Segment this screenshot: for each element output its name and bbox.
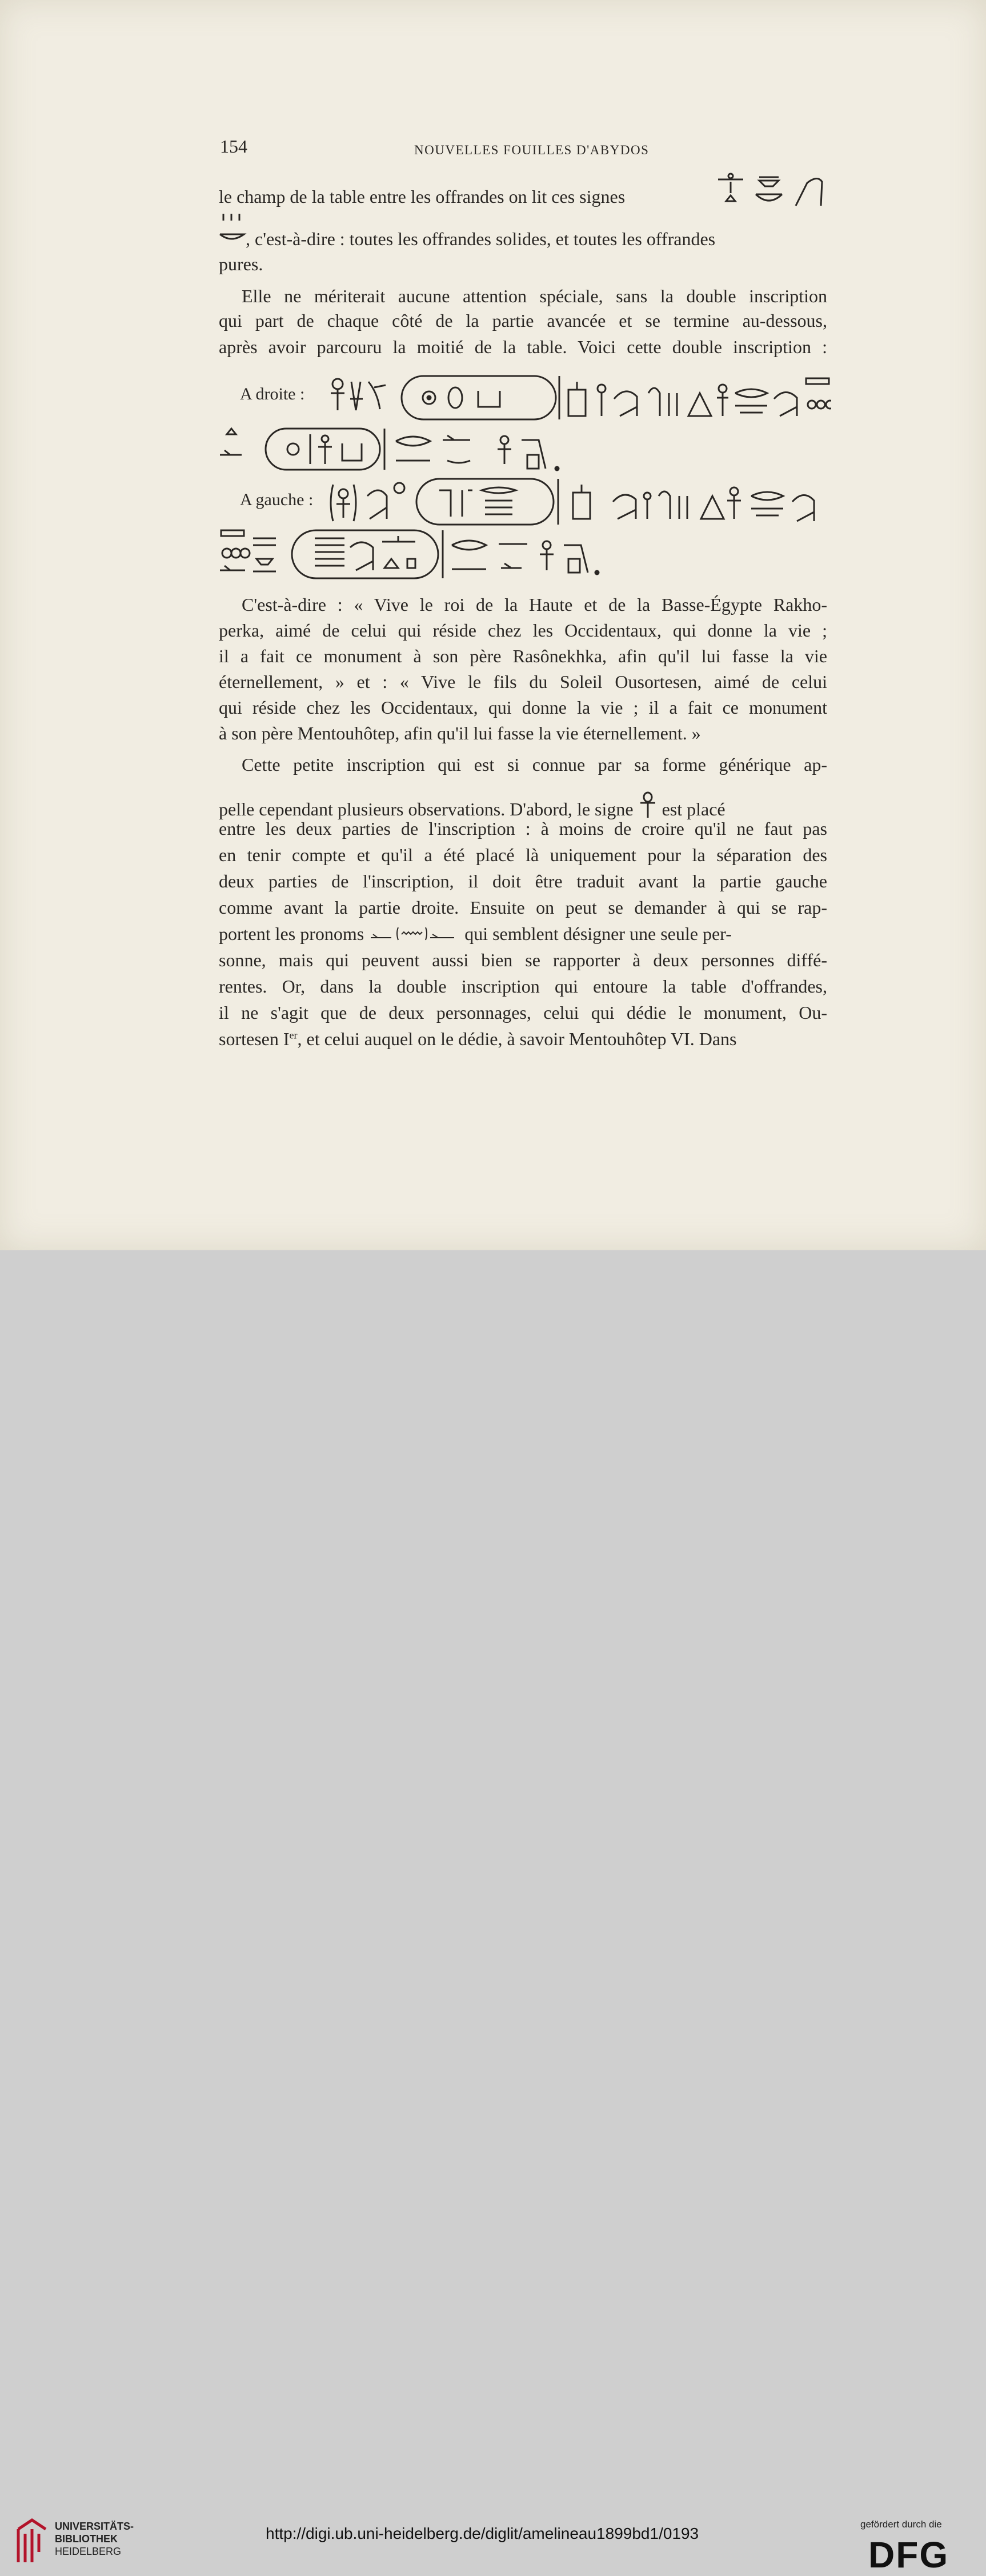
text-line: comme avant la partie droite. Ensuite on peut se demander à qui se rap- xyxy=(219,897,827,918)
dfg-logo: DFG xyxy=(868,2534,949,2575)
hieroglyph-pronouns xyxy=(368,925,460,942)
ub-heidelberg-logo-icon xyxy=(13,2518,49,2566)
text-span: , et celui auquel on le dédie, à savoir Mentouhôtep VI. Dans xyxy=(297,1029,737,1049)
text-line: après avoir parcouru la moitié de la table. Voici cette double inscription : xyxy=(219,337,827,357)
scanned-page xyxy=(0,0,986,1250)
text-line: à son père Mentouhôtep, afin qu'il lui fasse la vie éternellement. » xyxy=(219,723,701,743)
text-line: deux parties de l'inscription, il doit être traduit avant la partie gauche xyxy=(219,871,827,891)
text-span: est placé xyxy=(662,799,726,819)
ankh-icon xyxy=(638,791,658,819)
text-span: qui semblent désigner une seule per- xyxy=(464,923,732,944)
text-line xyxy=(219,923,827,945)
text-line: C'est-à-dire : « Vive le roi de la Haute et de la Basse-Égypte Rakho- xyxy=(242,594,827,615)
running-title: NOUVELLES FOUILLES D'ABYDOS xyxy=(414,143,650,157)
text-line xyxy=(246,229,827,250)
library-name xyxy=(55,2520,134,2558)
footer-bar xyxy=(0,1250,986,2575)
hieroglyph-pure-offerings xyxy=(219,213,247,247)
label-a-gauche: A gauche : xyxy=(240,490,314,509)
text-line: sonne, mais qui peuvent aussi bien se rapporter à deux personnes diffé- xyxy=(219,950,827,970)
text-line: qui part de chaque côté de la partie avancée et se termine au-dessous, xyxy=(219,310,827,331)
text-line: qui réside chez les Occidentaux, qui donne la vie ; il a fait ce monument xyxy=(219,697,827,718)
text-line: entre les deux parties de l'inscription : à moins de croire qu'il ne faut pas xyxy=(219,818,827,839)
superscript: er xyxy=(289,1029,298,1041)
text-line: il ne s'agit que de deux personnages, celui qui dédie le monument, Ou- xyxy=(219,1002,827,1023)
label-a-droite: A droite : xyxy=(240,385,305,403)
hieroglyph-inscription-right-1 xyxy=(328,370,831,425)
page-number: 154 xyxy=(220,136,247,157)
hieroglyph-inscription-left-1 xyxy=(327,473,830,530)
text-line: Cette petite inscription qui est si connue par sa forme générique ap- xyxy=(242,754,827,775)
text-line: il a fait ce monument à son père Rasônekhka, afin qu'il lui fasse la vie xyxy=(219,646,827,666)
text-span: portent les pronoms xyxy=(219,923,364,944)
text-line: rentes. Or, dans la double inscription qui entoure la table d'offrandes, xyxy=(219,976,827,997)
library-line: UNIVERSITÄTS- xyxy=(55,2521,134,2532)
text-span: sortesen I xyxy=(219,1029,290,1049)
hieroglyph-inscription-left-2 xyxy=(219,525,619,582)
text-line xyxy=(219,1029,827,1050)
funded-by-label: gefördert durch die xyxy=(860,2519,942,2530)
library-line: BIBLIOTHEK xyxy=(55,2533,118,2545)
text-span: pures. xyxy=(219,254,263,274)
text-span: le champ de la table entre les offrandes on lit ces signes xyxy=(219,186,626,207)
text-line xyxy=(219,791,827,820)
text-line xyxy=(219,254,827,275)
text-span: , c'est-à-dire : toutes les offrandes solides, et toutes les offrandes xyxy=(246,229,716,249)
text-line: perka, aimé de celui qui réside chez les Occidentaux, qui donne la vie ; xyxy=(219,620,827,641)
text-line: Elle ne mériterait aucune attention spéciale, sans la double inscription xyxy=(242,286,827,306)
library-line: HEIDELBERG xyxy=(55,2546,122,2557)
text-span: pelle cependant plusieurs observations. D'abord, le signe xyxy=(219,799,634,819)
text-line: éternellement, » et : « Vive le fils du Soleil Ousortesen, aimé de celui xyxy=(219,671,827,692)
hieroglyph-inscription-right-2 xyxy=(219,423,584,474)
hieroglyph-group-offerings xyxy=(716,171,830,211)
permalink[interactable]: http://digi.ub.uni-heidelberg.de/diglit/amelineau1899bd1/0193 xyxy=(266,2525,699,2542)
text-line: en tenir compte et qu'il a été placé là uniquement pour la séparation des xyxy=(219,845,827,865)
